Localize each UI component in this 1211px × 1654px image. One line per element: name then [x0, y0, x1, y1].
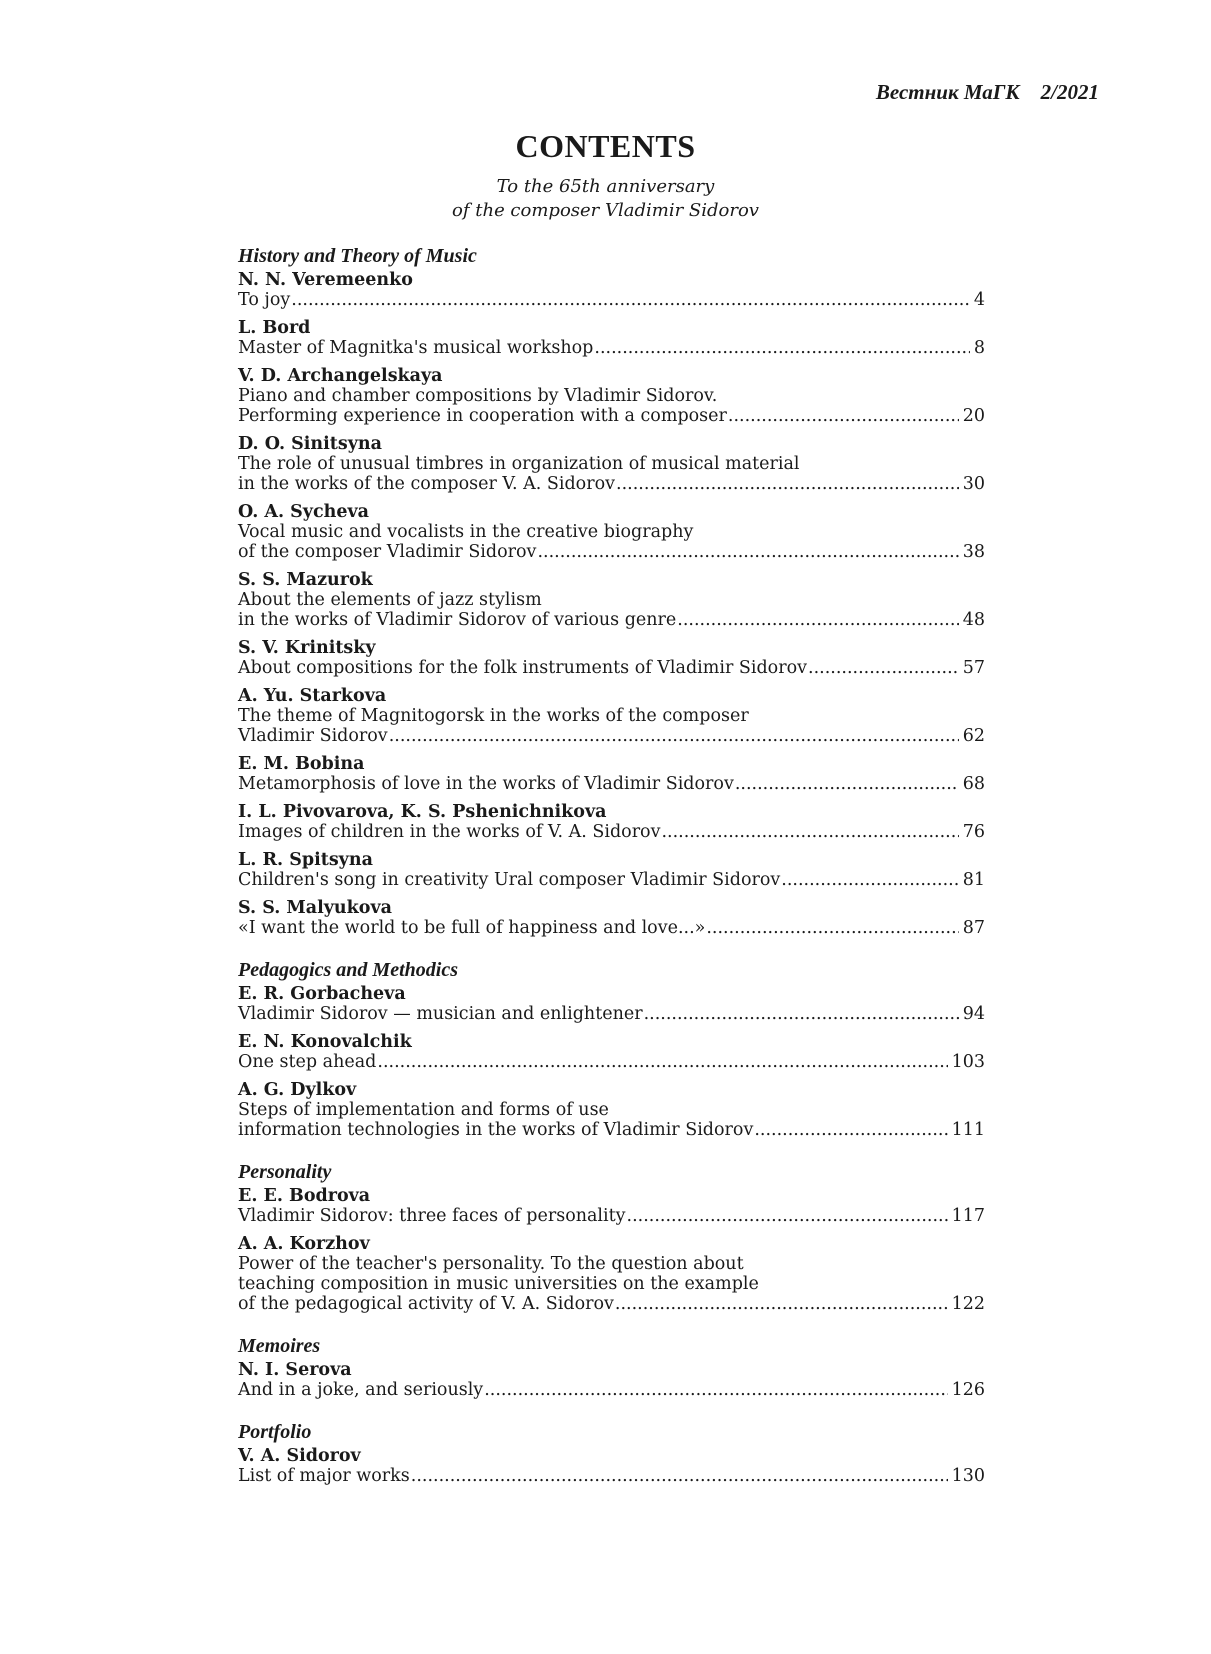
- toc-entry[interactable]: [238, 850, 985, 890]
- page-number: 94: [962, 1004, 985, 1024]
- entry-author: E. E. Bodrova: [238, 1186, 371, 1206]
- entry-title-row: [238, 610, 985, 630]
- entry-author: S. S. Malyukova: [238, 898, 392, 918]
- entry-author: A. G. Dylkov: [238, 1080, 357, 1100]
- toc-entry[interactable]: [238, 1080, 985, 1140]
- page-number: 20: [962, 406, 985, 426]
- entry-title-line: And in a joke, and seriously: [238, 1380, 484, 1400]
- entry-title-line: One step ahead: [238, 1052, 377, 1072]
- section-title: Pedagogics and Methodics: [238, 959, 458, 981]
- toc-entry[interactable]: [238, 1032, 985, 1072]
- entry-title-line: in the works of Vladimir Sidorov of various genre: [238, 610, 677, 630]
- dot-leader: [735, 774, 959, 794]
- toc-entry[interactable]: [238, 434, 985, 494]
- dot-leader: [389, 726, 959, 746]
- entry-title-row: [238, 822, 985, 842]
- entry-author: L. R. Spitsyna: [238, 850, 373, 870]
- dot-leader: [706, 918, 958, 938]
- entry-title-row: [238, 1466, 985, 1486]
- entry-title-line: The theme of Magnitogorsk in the works of the composer: [238, 706, 749, 726]
- toc-entry[interactable]: [238, 1186, 985, 1226]
- toc-section: [238, 244, 985, 938]
- entry-title-line: The role of unusual timbres in organization of musical material: [238, 454, 800, 474]
- entry-author: D. O. Sinitsyna: [238, 434, 382, 454]
- issue-number: 2/2021: [1040, 80, 1099, 104]
- dot-leader: [615, 1294, 948, 1314]
- dot-leader: [627, 1206, 948, 1226]
- dot-leader: [484, 1380, 947, 1400]
- entry-title-line: teaching composition in music universities on the example: [238, 1274, 759, 1294]
- page-number: 126: [951, 1380, 985, 1400]
- dot-leader: [594, 338, 969, 358]
- toc-entry[interactable]: [238, 570, 985, 630]
- entry-title-line: Vladimir Sidorov: three faces of personality: [238, 1206, 626, 1226]
- dot-leader: [728, 406, 959, 426]
- toc-entry[interactable]: [238, 898, 985, 938]
- page-number: 48: [962, 610, 985, 630]
- entry-title-line: information technologies in the works of Vladimir Sidorov: [238, 1120, 754, 1140]
- entry-title-row: [238, 1294, 985, 1314]
- entry-author: E. N. Konovalchik: [238, 1032, 412, 1052]
- toc-entry[interactable]: [238, 802, 985, 842]
- entry-title-line: Vladimir Sidorov: [238, 726, 388, 746]
- dot-leader: [537, 542, 958, 562]
- entry-title-row: [238, 1206, 985, 1226]
- page-number: 68: [962, 774, 985, 794]
- entry-author: N. I. Serova: [238, 1360, 352, 1380]
- entry-title-row: [238, 1004, 985, 1024]
- toc-entry[interactable]: [238, 984, 985, 1024]
- entry-title-row: [238, 406, 985, 426]
- toc-section: [238, 958, 985, 1140]
- entry-title-row: [238, 1120, 985, 1140]
- page-number: 30: [962, 474, 985, 494]
- entry-title-row: [238, 474, 985, 494]
- page-number: 38: [962, 542, 985, 562]
- dot-leader: [661, 822, 958, 842]
- toc-section: [238, 1420, 985, 1486]
- entry-author: A. A. Korzhov: [238, 1234, 370, 1254]
- entry-author: A. Yu. Starkova: [238, 686, 387, 706]
- subtitle: [0, 175, 1211, 223]
- entry-title-row: [238, 290, 985, 310]
- dot-leader: [616, 474, 959, 494]
- toc-entry[interactable]: [238, 270, 985, 310]
- toc-entry[interactable]: [238, 1360, 985, 1400]
- subtitle-line: of the composer Vladimir Sidorov: [452, 200, 759, 221]
- entry-author: N. N. Veremeenko: [238, 270, 413, 290]
- page-number: 62: [962, 726, 985, 746]
- entry-title-row: [238, 918, 985, 938]
- entry-author: O. A. Sycheva: [238, 502, 369, 522]
- entry-title-line: Performing experience in cooperation with a composer: [238, 406, 727, 426]
- table-of-contents: [238, 244, 985, 1486]
- toc-entry[interactable]: [238, 686, 985, 746]
- entry-title-line: About the elements of jazz stylism: [238, 590, 542, 610]
- entry-title-line: To joy: [238, 290, 291, 310]
- page-number: 57: [962, 658, 985, 678]
- dot-leader: [411, 1466, 948, 1486]
- page-number: 8: [973, 338, 985, 358]
- page-number: 76: [962, 822, 985, 842]
- entry-title-line: Images of children in the works of V. A. Sidorov: [238, 822, 661, 842]
- entry-title-line: of the composer Vladimir Sidorov: [238, 542, 537, 562]
- entry-author: S. S. Mazurok: [238, 570, 373, 590]
- dot-leader: [754, 1120, 947, 1140]
- entry-title-line: in the works of the composer V. A. Sidorov: [238, 474, 615, 494]
- entry-title-line: Vladimir Sidorov — musician and enlightener: [238, 1004, 643, 1024]
- entry-title-row: [238, 774, 985, 794]
- entry-title-line: Children's song in creativity Ural composer Vladimir Sidorov: [238, 870, 781, 890]
- entry-author: S. V. Krinitsky: [238, 638, 376, 658]
- toc-entry[interactable]: [238, 502, 985, 562]
- entry-title-row: [238, 870, 985, 890]
- dot-leader: [644, 1004, 959, 1024]
- entry-author: E. R. Gorbacheva: [238, 984, 406, 1004]
- entry-title-row: [238, 726, 985, 746]
- entry-title-line: About compositions for the folk instruments of Vladimir Sidorov: [238, 658, 807, 678]
- entry-title-row: [238, 1380, 985, 1400]
- toc-entry[interactable]: [238, 366, 985, 426]
- toc-section: [238, 1160, 985, 1314]
- toc-entry[interactable]: [238, 638, 985, 678]
- section-title: Personality: [238, 1161, 332, 1183]
- page-number: 122: [951, 1294, 985, 1314]
- entry-title-line: Vocal music and vocalists in the creative biography: [238, 522, 694, 542]
- entry-title-line: «I want the world to be full of happiness and love...»: [238, 918, 706, 938]
- section-title: Portfolio: [238, 1421, 312, 1443]
- entry-title-row: [238, 1052, 985, 1072]
- entry-author: L. Bord: [238, 318, 311, 338]
- entry-author: E. M. Bobina: [238, 754, 365, 774]
- running-head: [876, 80, 1099, 105]
- section-title: History and Theory of Music: [238, 245, 477, 267]
- entry-title-line: of the pedagogical activity of V. A. Sidorov: [238, 1294, 614, 1314]
- entry-title-row: [238, 658, 985, 678]
- journal-name: Вестник МаГК: [875, 80, 1020, 104]
- entry-title-row: [238, 542, 985, 562]
- dot-leader: [677, 610, 958, 630]
- page-number: 117: [951, 1206, 985, 1226]
- entry-author: V. A. Sidorov: [238, 1446, 361, 1466]
- entry-title-line: Piano and chamber compositions by Vladimir Sidorov.: [238, 386, 718, 406]
- page-number: 130: [951, 1466, 985, 1486]
- page-number: 103: [951, 1052, 985, 1072]
- page-title: CONTENTS: [515, 128, 696, 164]
- entry-title-line: List of major works: [238, 1466, 410, 1486]
- entry-title-line: Power of the teacher's personality. To the question about: [238, 1254, 744, 1274]
- toc-section: [238, 1334, 985, 1400]
- entry-title-line: Steps of implementation and forms of use: [238, 1100, 609, 1120]
- page-number: 87: [962, 918, 985, 938]
- page-number: 4: [973, 290, 985, 310]
- page-number: 111: [951, 1120, 985, 1140]
- page-number: 81: [962, 870, 985, 890]
- dot-leader: [808, 658, 959, 678]
- subtitle-line: To the 65th anniversary: [496, 176, 715, 197]
- dot-leader: [781, 870, 958, 890]
- entry-author: I. L. Pivovarova, K. S. Pshenichnikova: [238, 802, 607, 822]
- section-title: Memoires: [238, 1335, 321, 1357]
- entry-title-row: [238, 338, 985, 358]
- entry-author: V. D. Archangelskaya: [238, 366, 443, 386]
- toc-entry[interactable]: [238, 754, 985, 794]
- dot-leader: [291, 290, 970, 310]
- toc-entry[interactable]: [238, 1234, 985, 1314]
- toc-entry[interactable]: [238, 1446, 985, 1486]
- toc-entry[interactable]: [238, 318, 985, 358]
- entry-title-line: Metamorphosis of love in the works of Vladimir Sidorov: [238, 774, 734, 794]
- dot-leader: [377, 1052, 947, 1072]
- entry-title-line: Master of Magnitka's musical workshop: [238, 338, 594, 358]
